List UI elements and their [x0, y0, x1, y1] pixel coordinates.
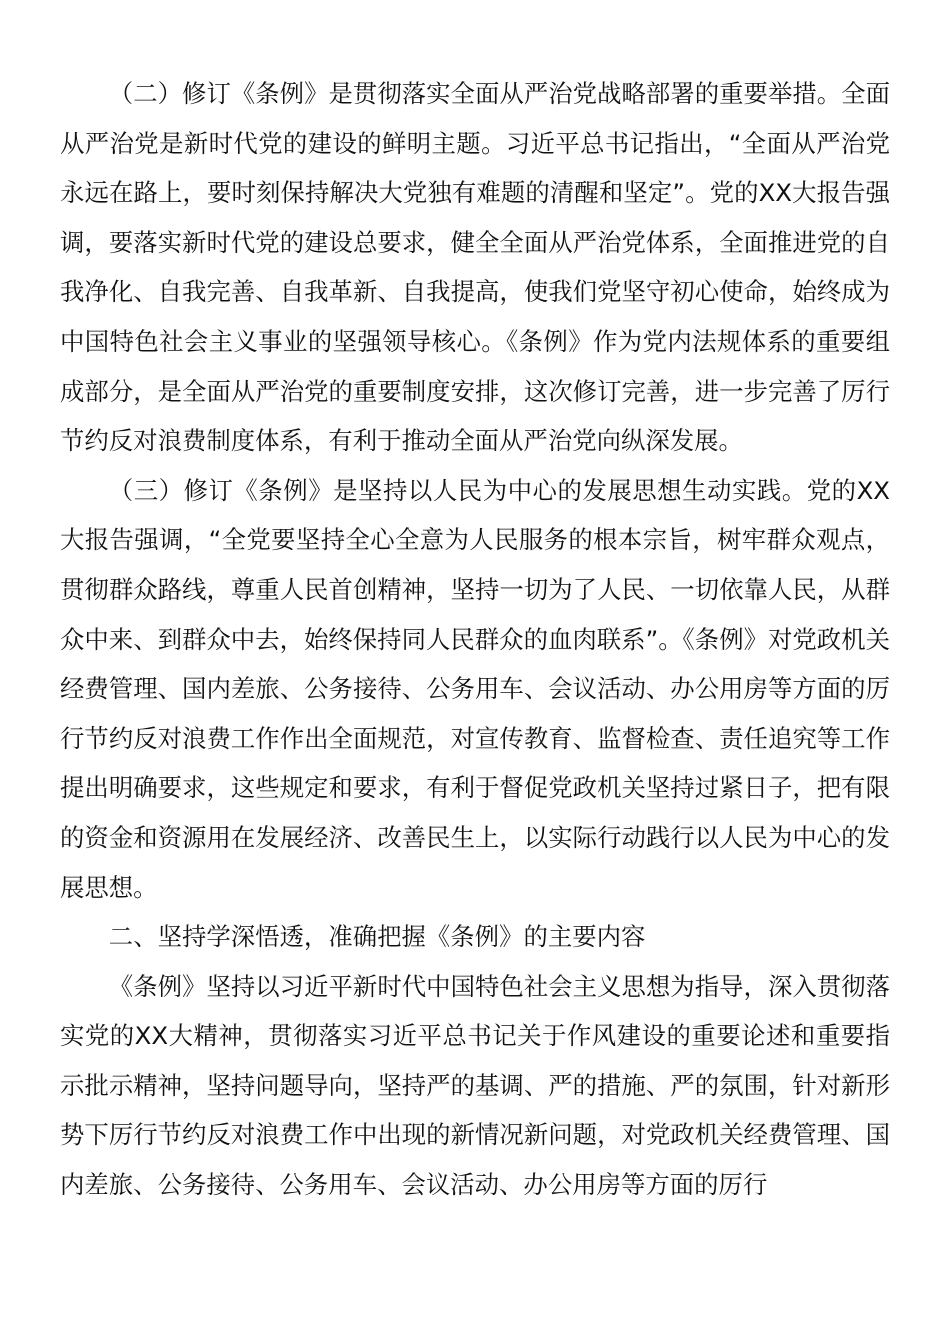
section-heading: 二、坚持学深悟透，准确把握《条例》的主要内容 — [108, 922, 646, 952]
paragraph-main-content: 《条例》坚持以习近平新时代中国特色社会主义思想为指导，深入贯彻落实党的XX大精神，贯彻落实习近平总书记关于作风建设的重要论述和重要指示批示精神，坚持问题导向，坚持严的基调、严的措施、严的氛围，针对新形势下厉行节约反对浪费工作中出现的新情况新问题，对党政机关经费管理、国内差旅、公务接待、公务用车、会议活动、办公用房等方面的厉行 — [60, 971, 890, 1200]
paragraph-revision-significance-3: （三）修订《条例》是坚持以人民为中心的发展思想生动实践。党的XX大报告强调，“全党要坚持全心全意为人民服务的根本宗旨，树牢群众观点，贯彻群众路线，尊重人民首创精神，坚持一切为了人民、一切依靠人民，从群众中来、到群众中去，始终保持同人民群众的血肉联系”。《条例》对党政机关经费管理、国内差旅、公务接待、公务用车、会议活动、办公用房等方面的厉行节约反对浪费工作作出全面规范，对宣传教育、监督检查、责任追究等工作提出明确要求，这些规定和要求，有利于督促党政机关坚持过紧日子，把有限的资金和资源用在发展经济、改善民生上，以实际行动践行以人民为中心的发展思想。 — [60, 475, 890, 902]
document-body — [60, 69, 890, 1210]
paragraph-revision-significance-2: （二）修订《条例》是贯彻落实全面从严治党战略部署的重要举措。全面从严治党是新时代党的建设的鲜明主题。习近平总书记指出，“全面从严治党永远在路上，要时刻保持解决大党独有难题的清醒和坚定”。党的XX大报告强调，要落实新时代党的建设总要求，健全全面从严治党体系，全面推进党的自我净化、自我完善、自我革新、自我提高，使我们党坚守初心使命，始终成为中国特色社会主义事业的坚强领导核心。《条例》作为党内法规体系的重要组成部分，是全面从严治党的重要制度安排，这次修订完善，进一步完善了厉行节约反对浪费制度体系，有利于推动全面从严治党向纵深发展。 — [60, 79, 890, 456]
